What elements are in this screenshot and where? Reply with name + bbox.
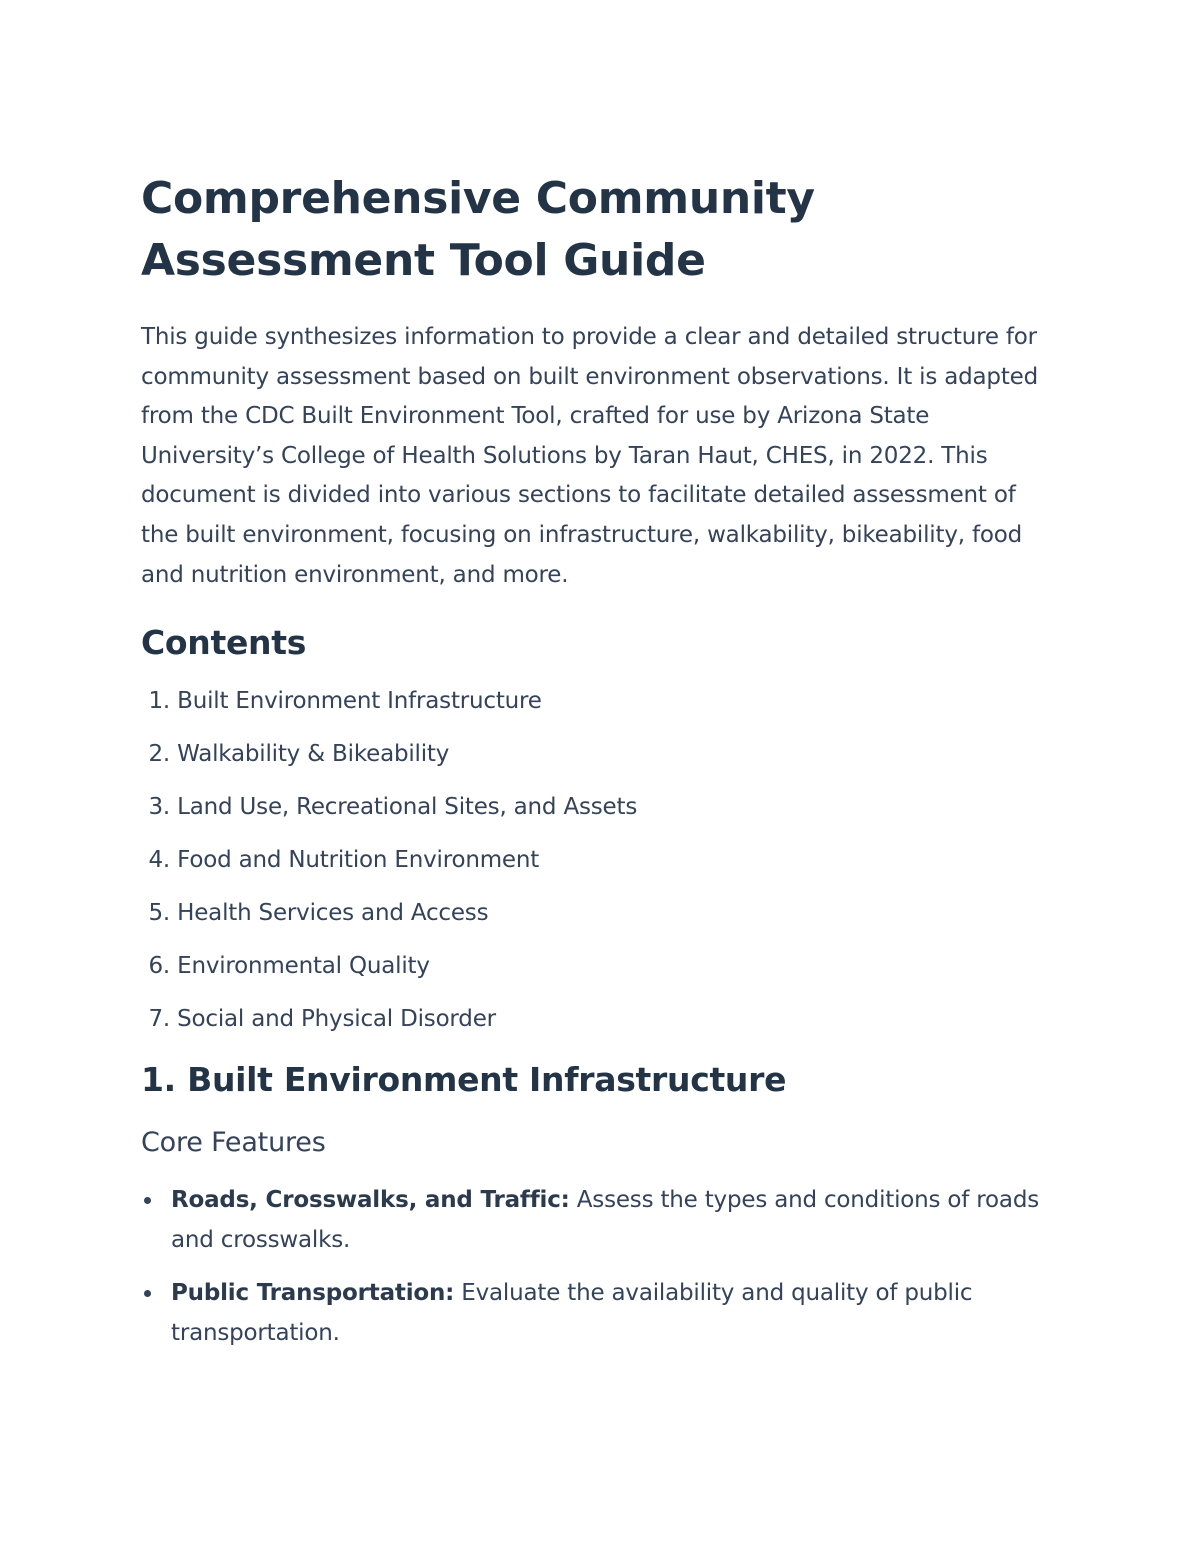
contents-item-number: 5. — [148, 900, 170, 927]
bullet-icon — [144, 1290, 151, 1297]
intro-paragraph: This guide synthesizes information to provide a clear and detailed structure for community assessment based on built environment observations. It is adapted from the CDC Built Environment Tool, crafted for use by Arizona State University’s College of Health Solutions by Taran Haut, CHES, in 2022. This document is divided into various sections to facilitate detailed assessment of the built environment, focusing on infrastructure, walkability, bikeability, food and nutrition environment, and more. — [141, 324, 1039, 588]
contents-item[interactable] — [141, 952, 1046, 980]
contents-item-label: Environmental Quality — [177, 953, 430, 980]
contents-item-number: 7. — [148, 1006, 170, 1033]
bullet-list — [141, 1181, 1046, 1353]
section-subheading: Core Features — [141, 1127, 326, 1159]
contents-item[interactable] — [141, 1005, 1046, 1033]
contents-item-label: Built Environment Infrastructure — [177, 688, 542, 715]
contents-item-label: Land Use, Recreational Sites, and Assets — [177, 794, 638, 821]
bullet-text: Evaluate the availability and quality of public transportation. — [171, 1280, 973, 1346]
contents-item-number: 2. — [148, 741, 170, 768]
contents-item-label: Food and Nutrition Environment — [177, 847, 540, 874]
contents-item[interactable] — [141, 846, 1046, 874]
document-title-line-1: Comprehensive Community — [141, 173, 815, 224]
bullet-term: Roads, Crosswalks, and Traffic: — [171, 1187, 570, 1214]
bullet-icon — [144, 1197, 151, 1204]
contents-item[interactable] — [141, 687, 1046, 715]
contents-item[interactable] — [141, 899, 1046, 927]
bullet-item — [141, 1274, 1046, 1353]
contents-item[interactable] — [141, 740, 1046, 768]
contents-item[interactable] — [141, 793, 1046, 821]
section-title: 1. Built Environment Infrastructure — [141, 1060, 787, 1100]
contents-list — [141, 687, 1046, 1033]
document-title — [141, 168, 1046, 292]
contents-item-number: 1. — [148, 688, 170, 715]
contents-item-number: 4. — [148, 847, 170, 874]
contents-heading: Contents — [141, 623, 307, 663]
contents-item-label: Walkability & Bikeability — [177, 741, 450, 768]
contents-item-label: Health Services and Access — [177, 900, 489, 927]
bullet-text: Assess the types and conditions of roads and crosswalks. — [171, 1187, 1040, 1253]
bullet-term: Public Transportation: — [171, 1280, 455, 1307]
contents-item-number: 6. — [148, 953, 170, 980]
contents-item-label: Social and Physical Disorder — [177, 1006, 496, 1033]
bullet-item — [141, 1181, 1046, 1260]
document-title-line-2: Assessment Tool Guide — [141, 235, 706, 286]
contents-item-number: 3. — [148, 794, 170, 821]
document-page — [141, 168, 1046, 1368]
